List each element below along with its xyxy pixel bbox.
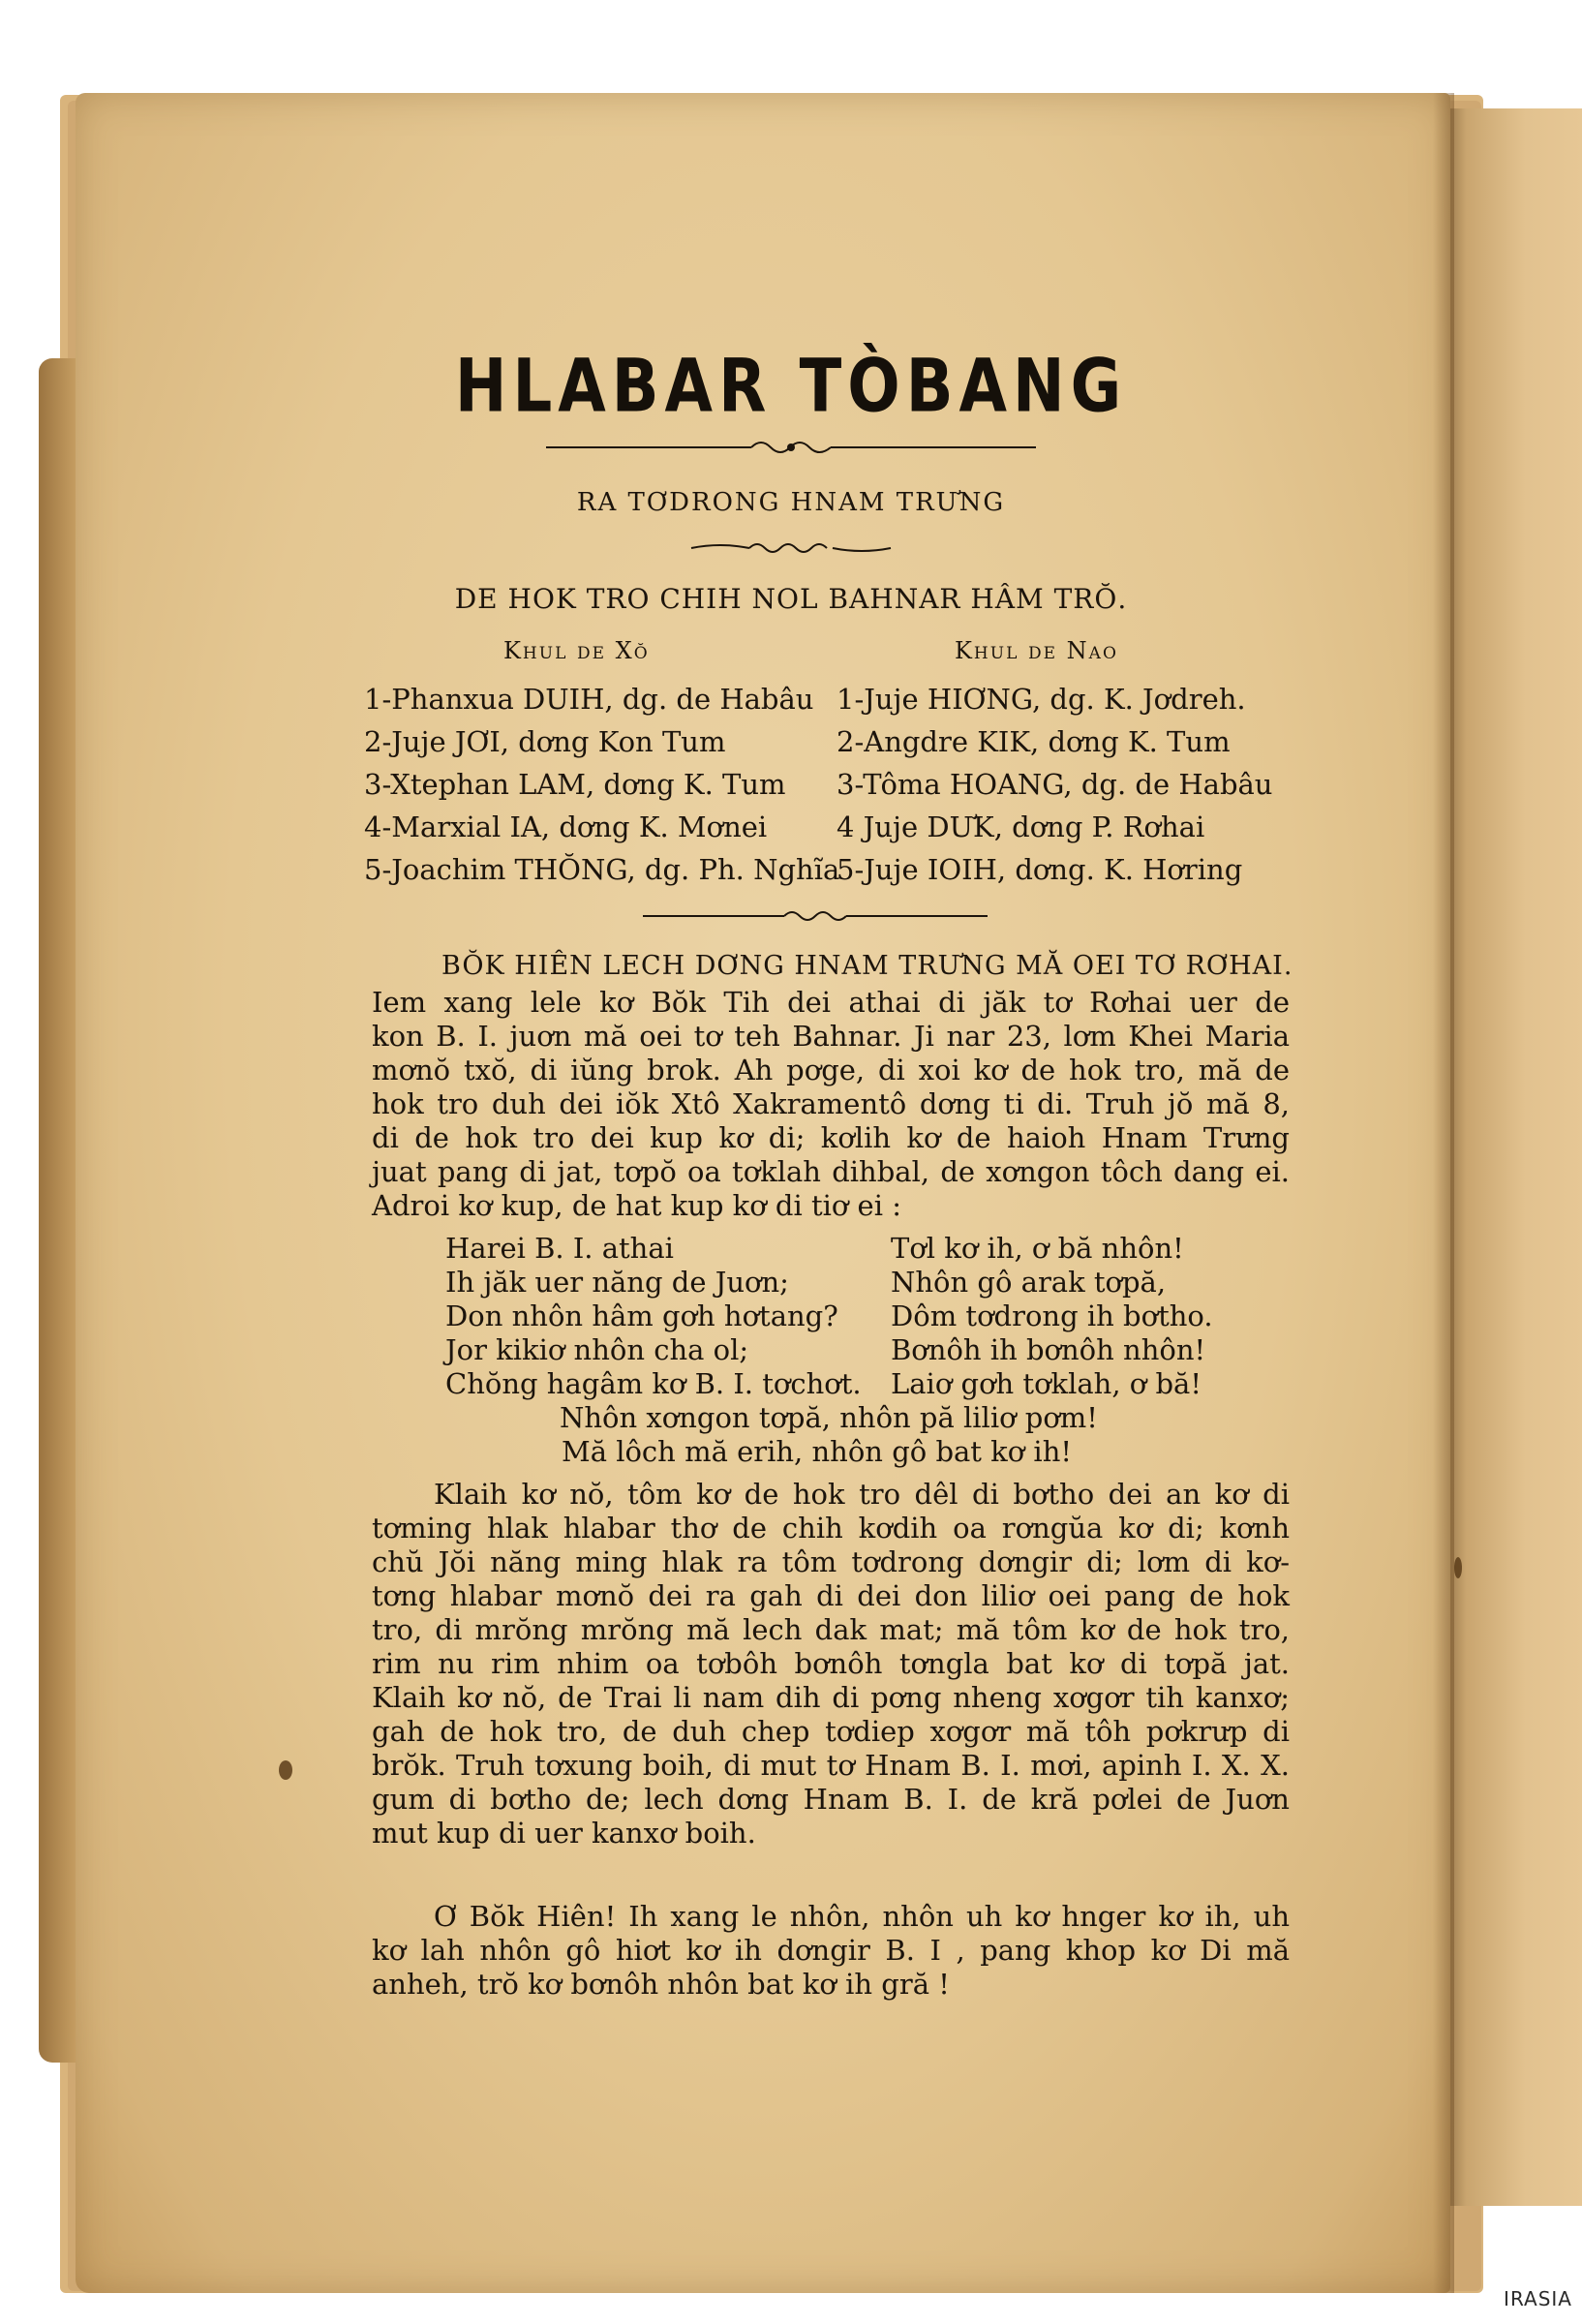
text-line: Ơ Bŏk Hiên! Ih xang le nhôn, nhôn uh kơ hnger kơ ih, uh	[434, 1900, 1290, 1933]
list-item: 3-Xtephan LAM, dơng K. Tum	[364, 768, 786, 801]
list-item: 3-Tôma HOANG, dg. de Habâu	[837, 768, 1273, 801]
section-heading: DE HOK TRO CHIH NOL BAHNAR HÂM TRŎ.	[454, 583, 1128, 615]
title-divider-ornament	[542, 436, 1040, 459]
poem-line-left: Chŏng hagâm kơ B. I. tơchơt.	[445, 1367, 862, 1400]
list-item: 5-Juje IOIH, dơng. K. Hơring	[837, 853, 1243, 886]
list-item: 2-Juje JƠI, dơng Kon Tum	[364, 725, 726, 758]
text-line: Klaih kơ nŏ, tôm kơ de hok tro dêl di bơtho dei an kơ di	[434, 1478, 1290, 1511]
text-line: gum di bơtho de; lech dơng Hnam B. I. de kră pơlei de Juơn	[372, 1783, 1290, 1816]
poem	[445, 1232, 1278, 1401]
text-line: Adroi kơ kup, de hat kup kơ di tiơ ei :	[372, 1189, 901, 1222]
article-paragraph-2	[372, 1478, 1290, 1850]
left-name-list	[364, 678, 839, 891]
poem-line-left: Ih jăk uer năng de Juơn;	[445, 1266, 789, 1299]
article-paragraph-1	[372, 986, 1290, 1223]
poem-line-right: Bơnôh ih bơnôh nhôn!	[891, 1333, 1206, 1366]
article-paragraph-3	[372, 1900, 1290, 2002]
poem-row	[445, 1232, 1278, 1266]
text-line: brŏk. Truh tơxung boih, di mut tơ Hnam B. I. mơi, apinh I. X. X.	[372, 1749, 1290, 1782]
refrain-line: Mă lôch mă erih, nhôn gô bat kơ ih!	[562, 1435, 1073, 1468]
text-line: mut kup di uer kanxơ boih.	[372, 1817, 756, 1850]
text-line: gah de hok tro, de duh chep tơdiep xơgơr mă tôh pơkrưp di	[372, 1715, 1290, 1748]
list-divider-ornament	[639, 906, 991, 926]
text-line: mơnŏ txŏ, di iŭng brok. Ah pơge, di xoi kơ de hok tro, mă de	[372, 1054, 1290, 1086]
poem-row	[445, 1333, 1278, 1367]
poem-line-right: Laiơ gơh tơklah, ơ bă!	[891, 1367, 1202, 1400]
text-line: hok tro duh dei iŏk Xtô Xakramentô dơng ti di. Truh jŏ mă 8,	[372, 1087, 1290, 1120]
list-item: 2-Angdre KIK, dơng K. Tum	[837, 725, 1231, 758]
left-column-header: Khul de Xŏ	[503, 637, 650, 664]
poem-line-left: Harei B. I. athai	[445, 1232, 674, 1265]
right-name-list	[837, 678, 1272, 891]
article-heading: BŎK HIÊN LECH DƠNG HNAM TRƯNG MĂ OEI TƠ RƠHAI.	[441, 951, 1293, 981]
document-title: HLABAR TÒBANG	[454, 345, 1128, 430]
list-item: 1-Phanxua DUIH, dg. de Habâu	[364, 683, 814, 716]
list-item: 4-Marxial IA, dơng K. Mơnei	[364, 810, 768, 843]
poem-line-right: Tơl kơ ih, ơ bă nhôn!	[891, 1232, 1184, 1265]
text-line: tơng hlabar mơnŏ dei ra gah di dei don liliơ oei pang de hok	[372, 1579, 1290, 1612]
text-line: tơming hlak hlabar thơ de chih kơdih oa rơngŭa kơ di; kơnh	[372, 1512, 1290, 1544]
text-line: rim nu rim nhim oa tơbôh bơnôh tơngla bat kơ di tơpă jat.	[372, 1647, 1290, 1680]
poem-refrain	[560, 1401, 1098, 1469]
list-item: 5-Joachim THŎNG, dg. Ph. Nghĩa	[364, 853, 840, 886]
right-column-header: Khul de Nao	[955, 637, 1118, 664]
text-line: Klaih kơ nŏ, de Trai li nam dih di pơng nheng xơgơr tih kanxơ;	[372, 1681, 1290, 1714]
text-line: anheh, trŏ kơ bơnôh nhôn bat kơ ih gră !	[372, 1968, 950, 2001]
watermark: IRASIA	[1504, 2287, 1572, 2310]
text-line: kon B. I. juơn mă oei tơ teh Bahnar. Ji nar 23, lơm Khei Maria	[372, 1020, 1290, 1053]
text-line: tro, di mrŏng mrŏng mă lech dak mat; mă tôm kơ de hok tro,	[372, 1613, 1290, 1646]
poem-row	[445, 1300, 1278, 1333]
poem-line-right: Nhôn gô arak tơpă,	[891, 1266, 1167, 1299]
text-line: di de hok tro dei kup kơ di; kơlih kơ de haioh Hnam Trưng	[372, 1121, 1290, 1154]
text-line: chŭ Jŏi năng ming hlak ra tôm tơdrong dơngir di; lơm di kơ-	[372, 1545, 1290, 1578]
text-line: kơ lah nhôn gô hiơt kơ ih dơngir B. I , pang khop kơ Di mă	[372, 1934, 1290, 1967]
list-item: 4 Juje DƯK, dơng P. Rơhai	[837, 810, 1205, 843]
poem-line-left: Jor kikiơ nhôn cha ol;	[445, 1333, 749, 1366]
subtitle-divider-ornament	[687, 538, 895, 558]
poem-line-right: Dôm tơdrong ih bơtho.	[891, 1300, 1213, 1332]
text-line: Iem xang lele kơ Bŏk Tih dei athai di jăk tơ Rơhai uer de	[372, 986, 1290, 1019]
poem-row	[445, 1266, 1278, 1300]
text-line: juat pang di jat, tơpŏ oa tơklah dihbal, de xơngon tôch dang ei.	[372, 1155, 1290, 1188]
refrain-line: Nhôn xơngon tơpă, nhôn pă liliơ pơm!	[560, 1401, 1098, 1434]
poem-row	[445, 1367, 1278, 1401]
document-subtitle: RA TƠDRONG HNAM TRƯNG	[576, 488, 1006, 517]
poem-line-left: Don nhôn hâm gơh hơtang?	[445, 1300, 838, 1332]
list-item: 1-Juje HIƠNG, dg. K. Jơdreh.	[837, 683, 1246, 716]
